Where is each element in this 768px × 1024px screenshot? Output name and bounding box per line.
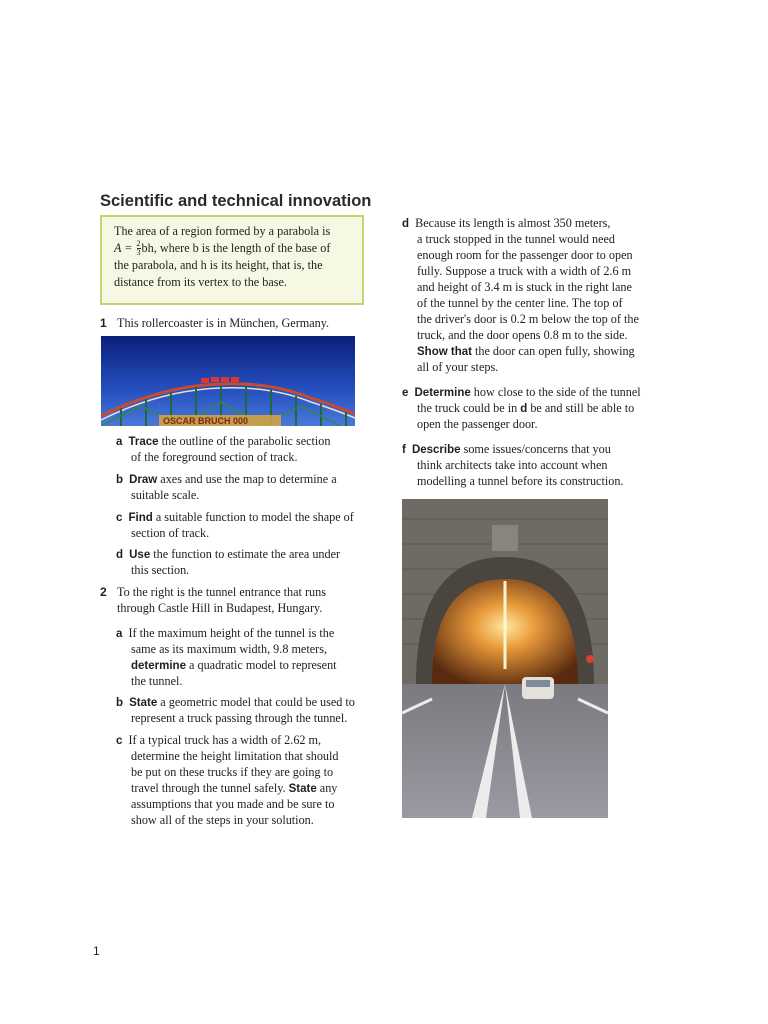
q2c-line3: be put on these trucks if they are going to xyxy=(131,765,334,779)
q1c: c Find a suitable function to model the shape of xyxy=(116,510,354,524)
q2f-line2: think architects take into account when xyxy=(417,458,608,472)
q2e: e Determine how close to the side of the tunnel xyxy=(402,385,641,399)
q1a: a Trace the outline of the parabolic section xyxy=(116,434,331,448)
q2f-line3: modelling a tunnel before its construction. xyxy=(417,474,624,488)
fraction: $\frac{2}{3}$ xyxy=(136,239,141,258)
q2c-line4: travel through the tunnel safely. State any xyxy=(131,781,338,795)
q1d-line2: this section. xyxy=(131,563,190,577)
q2b-line2: represent a truck passing through the tunnel. xyxy=(131,711,348,725)
q2d-line9: Show that the door can open fully, showing xyxy=(417,344,635,358)
box-line-4: distance from its vertex to the base. xyxy=(114,274,287,289)
q2c-line5: assumptions that you made and be sure to xyxy=(131,797,335,811)
q2-line1: To the right is the tunnel entrance that runs xyxy=(117,585,326,599)
q1a-line2: of the foreground section of track. xyxy=(131,450,298,464)
q2d: d Because its length is almost 350 meters, xyxy=(402,216,611,230)
q2e-line2: the truck could be in d be and still be able to xyxy=(417,401,635,415)
box-line-2: A = $\frac{2}{3}$ bh, where b is the length of the base of xyxy=(114,239,331,258)
q1b: b Draw axes and use the map to determine a xyxy=(116,472,337,486)
section-title: Scientific and technical innovation xyxy=(100,192,372,210)
tunnel-photo xyxy=(402,499,608,818)
page-number: 1 xyxy=(93,944,100,958)
q2c-line6: show all of the steps in your solution. xyxy=(131,813,314,827)
q2d-line7: the driver's door is 0.2 m below the top of the xyxy=(417,312,639,326)
q1-text: This rollercoaster is in München, Germany. xyxy=(117,316,330,330)
q2d-line3: enough room for the passenger door to open xyxy=(417,248,633,262)
q2a-line2: same as its maximum width, 9.8 meters, xyxy=(131,642,327,656)
q2c: c If a typical truck has a width of 2.62 m, xyxy=(116,733,322,747)
q1d: d Use the function to estimate the area under xyxy=(116,547,341,561)
q1-number: 1 xyxy=(100,316,107,330)
q2d-line4: fully. Suppose a truck with a width of 2.6 m xyxy=(417,264,632,278)
q2-line2: through Castle Hill in Budapest, Hungary. xyxy=(117,601,323,615)
q2f: f Describe some issues/concerns that you xyxy=(402,442,611,456)
q2d-line8: truck, and the door opens 0.8 m to the side. xyxy=(417,328,628,342)
q1b-line2: suitable scale. xyxy=(131,488,200,502)
q2b: b State a geometric model that could be used to xyxy=(116,695,355,709)
q2-number: 2 xyxy=(100,585,107,599)
q2d-line10: all of your steps. xyxy=(417,360,499,374)
q2e-line3: open the passenger door. xyxy=(417,417,538,431)
box-line-3: the parabola, and h is its height, that is, the xyxy=(114,258,323,273)
q2a: a If the maximum height of the tunnel is the xyxy=(116,626,335,640)
q1c-line2: section of track. xyxy=(131,526,210,540)
q2a-line4: the tunnel. xyxy=(131,674,183,688)
formula-info-box xyxy=(100,215,364,305)
box-line-1: The area of a region formed by a parabola is xyxy=(114,224,331,238)
q2a-line3: determine a quadratic model to represent xyxy=(131,658,337,672)
q2d-line5: and height of 3.4 m is stuck in the right lane xyxy=(417,280,632,294)
rollercoaster-photo xyxy=(101,336,355,426)
q2c-line2: determine the height limitation that should xyxy=(131,749,339,763)
photo-watermark-text: OSCAR BRUCH 000 xyxy=(163,416,249,426)
q2d-line2: a truck stopped in the tunnel would need xyxy=(417,232,615,246)
q2d-line6: of the tunnel by the center line. The top of xyxy=(417,296,623,310)
